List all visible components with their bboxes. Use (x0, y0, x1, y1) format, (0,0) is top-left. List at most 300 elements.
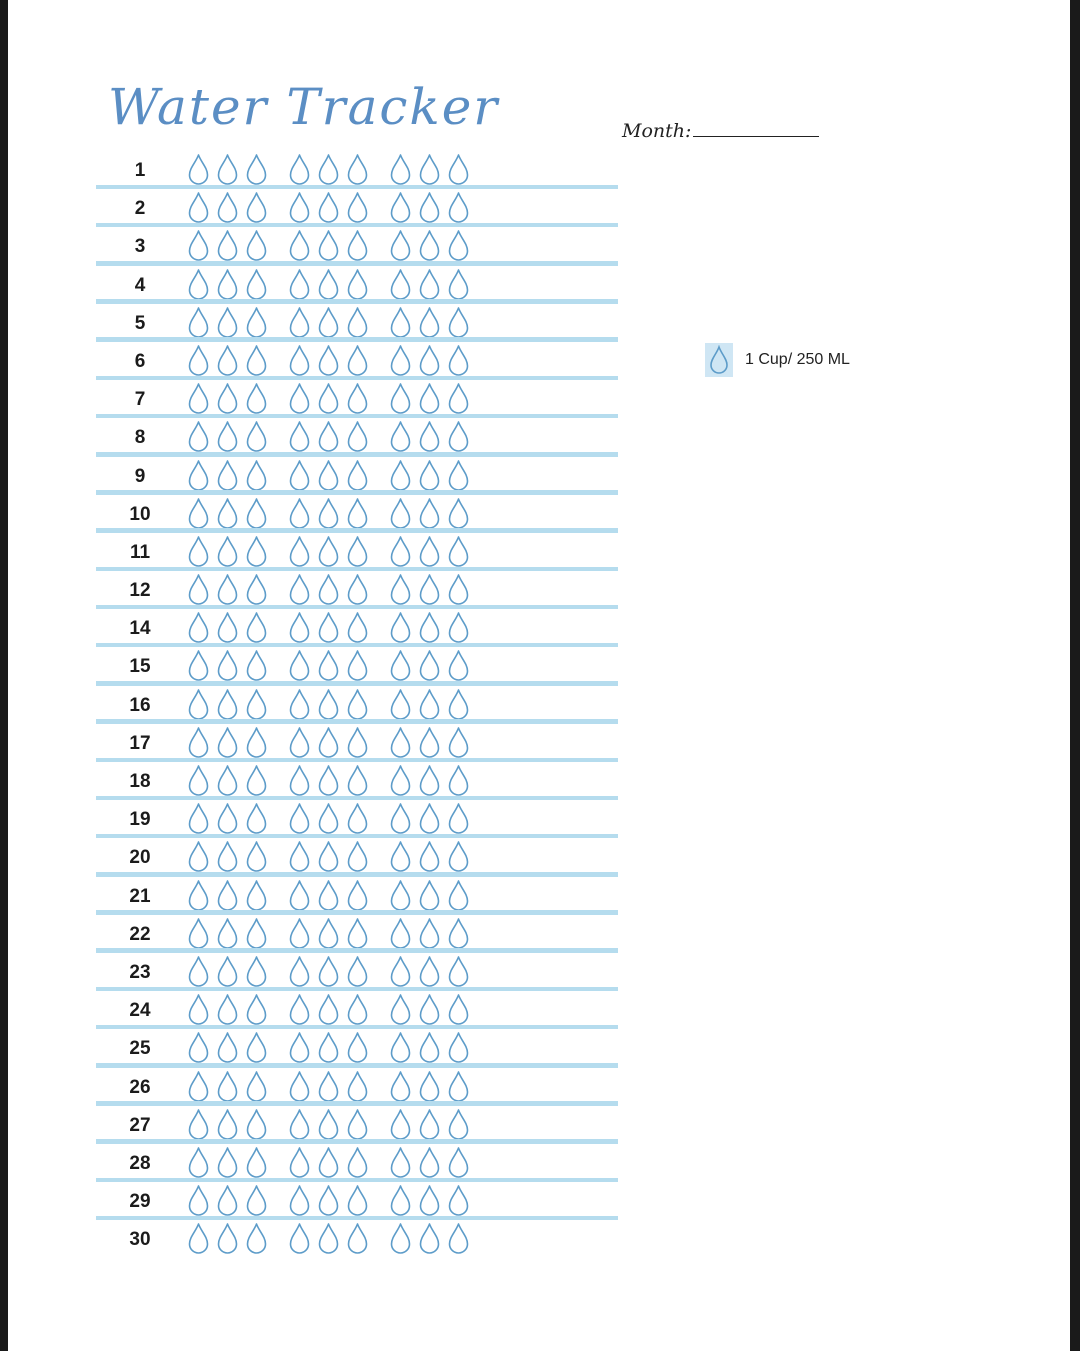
water-drop-icon[interactable] (244, 1031, 269, 1064)
water-drop-icon[interactable] (287, 802, 312, 835)
drop-group (388, 993, 475, 1026)
water-drop-icon[interactable] (345, 497, 370, 530)
water-drop-icon[interactable] (244, 573, 269, 606)
water-drop-icon[interactable] (388, 153, 413, 186)
water-drop-icon[interactable] (446, 993, 471, 1026)
water-drop-icon[interactable] (388, 955, 413, 988)
water-drop-icon[interactable] (287, 306, 312, 339)
water-drop-icon[interactable] (244, 879, 269, 912)
day-number: 28 (129, 1152, 151, 1174)
water-drop-icon[interactable] (388, 688, 413, 721)
water-drop-icon[interactable] (345, 764, 370, 797)
water-drop-icon[interactable] (446, 879, 471, 912)
water-drop-icon[interactable] (215, 497, 240, 530)
water-drop-icon[interactable] (186, 917, 211, 950)
water-drop-icon[interactable] (316, 1070, 341, 1103)
water-drop-icon[interactable] (388, 802, 413, 835)
water-drop-icon[interactable] (388, 382, 413, 415)
water-drop-icon[interactable] (186, 955, 211, 988)
water-drop-icon[interactable] (316, 191, 341, 224)
water-drop-icon[interactable] (244, 993, 269, 1026)
drop-group (287, 917, 374, 950)
water-drop-icon[interactable] (186, 497, 211, 530)
water-drop-icon[interactable] (215, 802, 240, 835)
drop-group (388, 1031, 475, 1064)
water-drop-icon[interactable] (287, 344, 312, 377)
water-drop-icon[interactable] (345, 153, 370, 186)
water-drop-icon[interactable] (316, 573, 341, 606)
water-drop-icon[interactable] (244, 1222, 269, 1255)
water-drop-icon[interactable] (345, 344, 370, 377)
water-drop-icon[interactable] (345, 802, 370, 835)
water-drop-icon[interactable] (417, 344, 442, 377)
water-drop-icon[interactable] (345, 1222, 370, 1255)
water-drop-icon[interactable] (388, 840, 413, 873)
water-drop-icon[interactable] (215, 879, 240, 912)
water-drop-icon[interactable] (345, 955, 370, 988)
water-drop-icon[interactable] (316, 459, 341, 492)
water-drop-icon[interactable] (287, 1108, 312, 1141)
water-drop-icon[interactable] (388, 726, 413, 759)
water-drop-icon[interactable] (417, 611, 442, 644)
water-drop-icon[interactable] (345, 840, 370, 873)
water-drop-icon[interactable] (215, 955, 240, 988)
water-drop-icon[interactable] (244, 459, 269, 492)
water-drop-icon[interactable] (215, 229, 240, 262)
water-drop-icon[interactable] (244, 1146, 269, 1179)
drop-groups (186, 1222, 489, 1255)
water-drop-icon[interactable] (186, 1146, 211, 1179)
water-drop-icon[interactable] (215, 344, 240, 377)
water-drop-icon[interactable] (446, 459, 471, 492)
day-number: 24 (129, 1000, 151, 1022)
water-drop-icon[interactable] (417, 1222, 442, 1255)
water-drop-icon[interactable] (388, 1222, 413, 1255)
water-drop-icon[interactable] (186, 840, 211, 873)
water-drop-icon[interactable] (446, 611, 471, 644)
water-drop-icon[interactable] (316, 535, 341, 568)
water-drop-icon[interactable] (186, 268, 211, 301)
water-drop-icon[interactable] (186, 649, 211, 682)
tracker-row (96, 151, 618, 189)
drop-groups (186, 382, 489, 415)
water-drop-icon[interactable] (417, 573, 442, 606)
water-drop-icon[interactable] (186, 688, 211, 721)
water-drop-icon[interactable] (446, 1184, 471, 1217)
water-drop-icon[interactable] (244, 1184, 269, 1217)
water-drop-icon[interactable] (417, 459, 442, 492)
water-drop-icon[interactable] (186, 229, 211, 262)
water-drop-icon[interactable] (287, 229, 312, 262)
water-drop-icon[interactable] (215, 268, 240, 301)
water-drop-icon[interactable] (186, 306, 211, 339)
water-drop-icon[interactable] (186, 382, 211, 415)
drop-groups (186, 1031, 489, 1064)
water-drop-icon[interactable] (446, 955, 471, 988)
water-drop-icon[interactable] (345, 726, 370, 759)
water-drop-icon[interactable] (186, 726, 211, 759)
water-drop-icon[interactable] (215, 535, 240, 568)
water-drop-icon[interactable] (345, 191, 370, 224)
water-drop-icon[interactable] (417, 1184, 442, 1217)
water-drop-icon[interactable] (345, 1146, 370, 1179)
water-drop-icon[interactable] (388, 306, 413, 339)
water-drop-icon[interactable] (417, 420, 442, 453)
water-drop-icon[interactable] (417, 840, 442, 873)
water-drop-icon[interactable] (316, 382, 341, 415)
day-number: 15 (129, 656, 151, 678)
water-drop-icon[interactable] (446, 229, 471, 262)
water-drop-icon[interactable] (215, 688, 240, 721)
water-drop-icon[interactable] (186, 573, 211, 606)
water-drop-icon[interactable] (186, 611, 211, 644)
water-drop-icon[interactable] (186, 191, 211, 224)
water-drop-icon[interactable] (316, 1146, 341, 1179)
water-drop-icon[interactable] (287, 153, 312, 186)
water-drop-icon[interactable] (186, 802, 211, 835)
water-drop-icon[interactable] (345, 1031, 370, 1064)
water-drop-icon[interactable] (215, 764, 240, 797)
water-drop-icon[interactable] (244, 688, 269, 721)
water-drop-icon[interactable] (215, 993, 240, 1026)
water-drop-icon[interactable] (446, 840, 471, 873)
water-drop-icon[interactable] (186, 1184, 211, 1217)
water-drop-icon[interactable] (417, 1070, 442, 1103)
water-drop-icon[interactable] (287, 420, 312, 453)
drop-group (388, 802, 475, 835)
water-drop-icon[interactable] (417, 1031, 442, 1064)
water-drop-icon[interactable] (316, 840, 341, 873)
water-drop-icon[interactable] (388, 1146, 413, 1179)
drop-groups (186, 229, 489, 262)
water-drop-icon[interactable] (417, 688, 442, 721)
water-drop-icon[interactable] (345, 649, 370, 682)
water-drop-icon[interactable] (287, 1070, 312, 1103)
day-number: 8 (134, 427, 146, 449)
water-drop-icon[interactable] (345, 1070, 370, 1103)
water-drop-icon[interactable] (215, 611, 240, 644)
water-drop-icon[interactable] (417, 153, 442, 186)
water-drop-icon[interactable] (316, 764, 341, 797)
water-drop-icon[interactable] (316, 268, 341, 301)
water-drop-icon[interactable] (345, 879, 370, 912)
water-drop-icon[interactable] (287, 879, 312, 912)
water-drop-icon[interactable] (388, 268, 413, 301)
water-drop-icon[interactable] (287, 1184, 312, 1217)
tracker-row (96, 915, 618, 953)
water-drop-icon[interactable] (316, 306, 341, 339)
water-drop-icon[interactable] (186, 1108, 211, 1141)
water-drop-icon[interactable] (244, 153, 269, 186)
water-drop-icon[interactable] (446, 535, 471, 568)
water-drop-icon[interactable] (316, 649, 341, 682)
drop-group (287, 1108, 374, 1141)
water-drop-icon[interactable] (287, 955, 312, 988)
water-drop-icon[interactable] (186, 879, 211, 912)
water-drop-icon[interactable] (244, 1108, 269, 1141)
water-drop-icon[interactable] (345, 573, 370, 606)
water-drop-icon[interactable] (446, 1031, 471, 1064)
water-drop-icon[interactable] (417, 1146, 442, 1179)
drop-groups (186, 573, 489, 606)
day-number: 26 (129, 1076, 151, 1098)
drop-groups (186, 153, 489, 186)
water-drop-icon[interactable] (244, 764, 269, 797)
water-drop-icon[interactable] (287, 1031, 312, 1064)
water-drop-icon[interactable] (316, 1184, 341, 1217)
water-drop-icon[interactable] (417, 764, 442, 797)
water-drop-icon[interactable] (345, 420, 370, 453)
drop-group (388, 764, 475, 797)
water-drop-icon[interactable] (316, 879, 341, 912)
water-drop-icon[interactable] (287, 573, 312, 606)
water-drop-icon[interactable] (244, 955, 269, 988)
month-blank-line[interactable] (693, 136, 819, 137)
water-drop-icon[interactable] (446, 153, 471, 186)
water-drop-icon[interactable] (345, 917, 370, 950)
water-drop-icon[interactable] (215, 1222, 240, 1255)
water-drop-icon[interactable] (215, 1070, 240, 1103)
water-drop-icon[interactable] (446, 573, 471, 606)
water-drop-icon[interactable] (215, 1184, 240, 1217)
water-drop-icon[interactable] (287, 649, 312, 682)
water-drop-icon[interactable] (345, 382, 370, 415)
water-drop-icon[interactable] (316, 1108, 341, 1141)
water-drop-icon[interactable] (244, 649, 269, 682)
water-drop-icon[interactable] (446, 688, 471, 721)
day-number: 27 (129, 1114, 151, 1136)
water-drop-icon[interactable] (446, 268, 471, 301)
water-drop-icon[interactable] (316, 153, 341, 186)
water-drop-icon[interactable] (345, 688, 370, 721)
water-drop-icon[interactable] (287, 840, 312, 873)
water-drop-icon[interactable] (316, 688, 341, 721)
water-drop-icon[interactable] (388, 1031, 413, 1064)
water-drop-icon[interactable] (244, 611, 269, 644)
water-drop-icon[interactable] (215, 649, 240, 682)
water-drop-icon[interactable] (316, 917, 341, 950)
water-drop-icon[interactable] (388, 611, 413, 644)
water-drop-icon[interactable] (446, 649, 471, 682)
water-drop-icon[interactable] (345, 611, 370, 644)
drop-group (287, 1070, 374, 1103)
water-drop-icon[interactable] (417, 917, 442, 950)
water-drop-icon[interactable] (388, 1108, 413, 1141)
water-drop-icon[interactable] (446, 306, 471, 339)
water-drop-icon[interactable] (446, 497, 471, 530)
water-drop-icon[interactable] (287, 535, 312, 568)
water-drop-icon[interactable] (287, 1222, 312, 1255)
water-drop-icon[interactable] (244, 229, 269, 262)
water-drop-icon[interactable] (215, 726, 240, 759)
water-drop-icon[interactable] (446, 726, 471, 759)
water-drop-icon[interactable] (287, 1146, 312, 1179)
water-drop-icon[interactable] (215, 191, 240, 224)
water-drop-icon[interactable] (287, 726, 312, 759)
tracker-row (96, 1068, 618, 1106)
water-drop-icon[interactable] (446, 1108, 471, 1141)
legend (705, 343, 850, 377)
drop-groups (186, 1146, 489, 1179)
water-drop-icon[interactable] (316, 726, 341, 759)
water-drop-icon[interactable] (186, 993, 211, 1026)
water-drop-icon[interactable] (316, 420, 341, 453)
water-drop-icon[interactable] (316, 1222, 341, 1255)
water-drop-icon[interactable] (316, 993, 341, 1026)
water-drop-icon[interactable] (316, 955, 341, 988)
water-drop-icon[interactable] (287, 382, 312, 415)
water-drop-icon[interactable] (186, 153, 211, 186)
drop-group (186, 688, 273, 721)
water-drop-icon[interactable] (215, 306, 240, 339)
water-drop-icon[interactable] (215, 573, 240, 606)
water-drop-icon[interactable] (446, 382, 471, 415)
water-drop-icon[interactable] (345, 535, 370, 568)
water-drop-icon[interactable] (244, 268, 269, 301)
water-drop-icon[interactable] (244, 497, 269, 530)
water-drop-icon[interactable] (345, 306, 370, 339)
water-drop-icon[interactable] (287, 993, 312, 1026)
water-drop-icon[interactable] (287, 764, 312, 797)
water-drop-icon[interactable] (417, 726, 442, 759)
water-drop-icon[interactable] (446, 1222, 471, 1255)
water-drop-icon[interactable] (388, 993, 413, 1026)
water-drop-icon[interactable] (287, 459, 312, 492)
water-drop-icon[interactable] (244, 344, 269, 377)
day-number: 29 (129, 1191, 151, 1213)
water-drop-icon[interactable] (215, 153, 240, 186)
water-drop-icon[interactable] (417, 268, 442, 301)
water-drop-icon[interactable] (186, 1222, 211, 1255)
water-drop-icon[interactable] (388, 1184, 413, 1217)
water-drop-icon[interactable] (186, 764, 211, 797)
drop-groups (186, 535, 489, 568)
water-drop-icon[interactable] (244, 382, 269, 415)
water-drop-icon[interactable] (388, 764, 413, 797)
water-drop-icon[interactable] (446, 802, 471, 835)
water-drop-icon[interactable] (446, 191, 471, 224)
water-drop-icon[interactable] (186, 420, 211, 453)
water-drop-icon[interactable] (316, 1031, 341, 1064)
water-drop-icon[interactable] (417, 955, 442, 988)
drop-group (186, 306, 273, 339)
water-drop-icon[interactable] (388, 459, 413, 492)
drop-group (287, 459, 374, 492)
drop-groups (186, 955, 489, 988)
water-drop-icon[interactable] (388, 535, 413, 568)
water-drop-icon[interactable] (417, 497, 442, 530)
water-drop-icon[interactable] (388, 420, 413, 453)
water-drop-icon[interactable] (446, 764, 471, 797)
water-drop-icon[interactable] (417, 191, 442, 224)
water-drop-icon[interactable] (446, 917, 471, 950)
day-number: 1 (134, 160, 146, 181)
water-drop-icon[interactable] (388, 497, 413, 530)
water-drop-icon[interactable] (345, 459, 370, 492)
water-drop-icon[interactable] (388, 573, 413, 606)
water-drop-icon[interactable] (244, 726, 269, 759)
water-drop-icon[interactable] (446, 1070, 471, 1103)
water-drop-icon[interactable] (388, 917, 413, 950)
water-drop-icon[interactable] (244, 191, 269, 224)
water-drop-icon[interactable] (316, 611, 341, 644)
water-drop-icon[interactable] (345, 268, 370, 301)
water-drop-icon[interactable] (186, 344, 211, 377)
water-drop-icon[interactable] (316, 229, 341, 262)
tracker-row (96, 838, 618, 876)
water-drop-icon[interactable] (186, 1070, 211, 1103)
water-drop-icon[interactable] (215, 459, 240, 492)
drop-group (186, 726, 273, 759)
water-drop-icon[interactable] (417, 879, 442, 912)
drop-groups (186, 1070, 489, 1103)
water-drop-icon[interactable] (287, 688, 312, 721)
water-drop-icon[interactable] (244, 1070, 269, 1103)
water-drop-icon[interactable] (388, 344, 413, 377)
water-drop-icon[interactable] (345, 993, 370, 1026)
water-drop-icon[interactable] (287, 268, 312, 301)
water-drop-icon[interactable] (345, 1108, 370, 1141)
water-drop-icon[interactable] (316, 802, 341, 835)
water-drop-icon[interactable] (215, 1146, 240, 1179)
water-drop-icon[interactable] (345, 229, 370, 262)
drop-groups (186, 649, 489, 682)
water-drop-icon[interactable] (244, 840, 269, 873)
water-drop-icon[interactable] (388, 191, 413, 224)
water-drop-icon[interactable] (417, 229, 442, 262)
water-drop-icon[interactable] (316, 344, 341, 377)
water-drop-icon[interactable] (244, 802, 269, 835)
water-drop-icon[interactable] (244, 306, 269, 339)
water-drop-icon[interactable] (186, 1031, 211, 1064)
water-drop-icon[interactable] (417, 382, 442, 415)
water-drop-icon[interactable] (316, 497, 341, 530)
water-drop-icon[interactable] (186, 459, 211, 492)
water-drop-icon[interactable] (244, 535, 269, 568)
water-drop-icon[interactable] (287, 497, 312, 530)
water-drop-icon[interactable] (215, 917, 240, 950)
drop-group (186, 153, 273, 186)
water-drop-icon[interactable] (417, 802, 442, 835)
water-drop-icon[interactable] (287, 611, 312, 644)
water-drop-icon[interactable] (417, 1108, 442, 1141)
day-number: 22 (129, 923, 151, 945)
water-drop-icon[interactable] (446, 344, 471, 377)
day-number: 23 (129, 961, 151, 983)
water-drop-icon[interactable] (417, 306, 442, 339)
water-drop-icon[interactable] (215, 840, 240, 873)
water-drop-icon[interactable] (417, 993, 442, 1026)
water-drop-icon[interactable] (388, 1070, 413, 1103)
water-drop-icon[interactable] (417, 649, 442, 682)
water-drop-icon[interactable] (215, 1108, 240, 1141)
water-drop-icon[interactable] (186, 535, 211, 568)
water-drop-icon[interactable] (215, 382, 240, 415)
water-drop-icon[interactable] (417, 535, 442, 568)
water-drop-icon[interactable] (287, 191, 312, 224)
water-drop-icon[interactable] (446, 420, 471, 453)
water-drop-icon[interactable] (446, 1146, 471, 1179)
water-drop-icon[interactable] (244, 917, 269, 950)
water-drop-icon[interactable] (388, 879, 413, 912)
water-drop-icon[interactable] (345, 1184, 370, 1217)
water-drop-icon[interactable] (215, 1031, 240, 1064)
water-drop-icon[interactable] (244, 420, 269, 453)
water-drop-icon[interactable] (287, 917, 312, 950)
water-drop-icon[interactable] (388, 229, 413, 262)
water-drop-icon[interactable] (388, 649, 413, 682)
water-drop-icon[interactable] (215, 420, 240, 453)
